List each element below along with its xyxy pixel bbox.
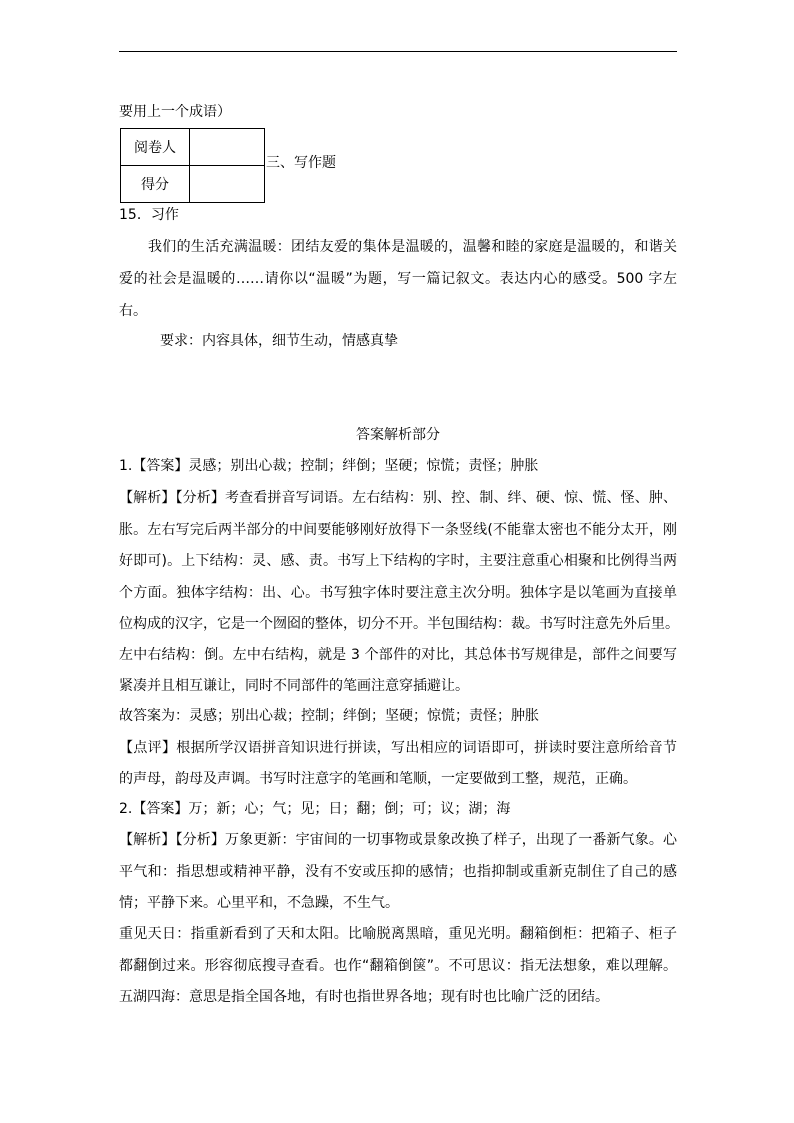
prompt-line: 爱的社会是温暖的……请你以“温暖”为题，写一篇记叙文。表达内心的感受。500 字左	[119, 271, 677, 287]
analysis-line: 【解析】【分析】万象更新：宇宙间的一切事物或景象改换了样子，出现了一番新气象。心	[119, 832, 677, 848]
reviewer-label: 阅卷人	[121, 129, 190, 166]
analysis-line: 个方面。独体字结构：出、心。书写独字体时要注意主次分明。独体字是以笔画为直接单	[119, 585, 677, 601]
answer-2: 2.【答案】万；新；心；气；见；日；翻；倒；可；议；湖；海	[119, 801, 511, 817]
prompt-line: 我们的生活充满温暖：团结友爱的集体是温暖的，温馨和睦的家庭是温暖的，和谐关	[148, 239, 677, 255]
analysis-line: 平气和：指思想或精神平静，没有不安或压抑的感情；也指抑制或重新克制住了自己的感	[119, 864, 677, 880]
answer-section-title: 答案解析部分	[356, 427, 440, 443]
question-fragment: 要用上一个成语）	[119, 104, 231, 120]
analysis-line: 都翻倒过来。形容彻底搜寻查看。也作“翻箱倒箧”。不可思议：指无法想象，难以理解。	[119, 958, 677, 974]
analysis-line: 五湖四海：意思是指全国各地，有时也指世界各地；现有时也比喻广泛的团结。	[119, 989, 609, 1005]
answer-1: 1.【答案】灵感；别出心裁；控制；绊倒；坚硬；惊慌；责怪；肿胀	[119, 458, 539, 474]
header-rule	[119, 51, 677, 52]
score-cell	[190, 166, 265, 203]
score-label: 得分	[121, 166, 190, 203]
requirement: 要求：内容具体，细节生动，情感真挚	[160, 333, 398, 349]
prompt-line: 右。	[119, 303, 147, 319]
analysis-line: 【解析】【分析】考查看拼音写词语。左右结构：别、控、制、绊、硬、惊、慌、怪、肿、	[119, 490, 677, 506]
analysis-line: 左中右结构：倒。左中右结构，就是 3 个部件的对比，其总体书写规律是，部件之间要写	[119, 647, 677, 663]
comment-line: 【点评】根据所学汉语拼音知识进行拼读，写出相应的词语即可，拼读时要注意所给音节	[119, 740, 677, 756]
analysis-line: 好即可)。上下结构：灵、感、责。书写上下结构的字时，主要注意重心相聚和比例得当两	[119, 553, 677, 569]
reviewer-cell	[190, 129, 265, 166]
question-15-title: 15．习作	[119, 207, 179, 223]
analysis-line: 情；平静下来。心里平和，不急躁，不生气。	[119, 895, 399, 911]
analysis-line: 重见天日：指重新看到了天和太阳。比喻脱离黑暗，重见光明。翻箱倒柜：把箱子、柜子	[119, 926, 677, 942]
analysis-line: 位构成的汉字，它是一个囫囵的整体，切分不开。半包围结构：裁。书写时注意先外后里。	[119, 616, 679, 632]
section-heading: 三、写作题	[266, 155, 336, 171]
analysis-line: 胀。左右写完后两半部分的中间要能够刚好放得下一条竖线(不能靠太密也不能分太开，刚	[119, 522, 677, 538]
comment-line: 的声母，韵母及声调。书写时注意字的笔画和笔顺，一定要做到工整，规范，正确。	[119, 771, 637, 787]
analysis-line: 紧凑并且相互谦让，同时不同部件的笔画注意穿插避让。	[119, 678, 469, 694]
conclusion: 故答案为：灵感；别出心裁；控制；绊倒；坚硬；惊慌；责怪；肿胀	[119, 708, 539, 724]
score-table	[120, 128, 265, 203]
